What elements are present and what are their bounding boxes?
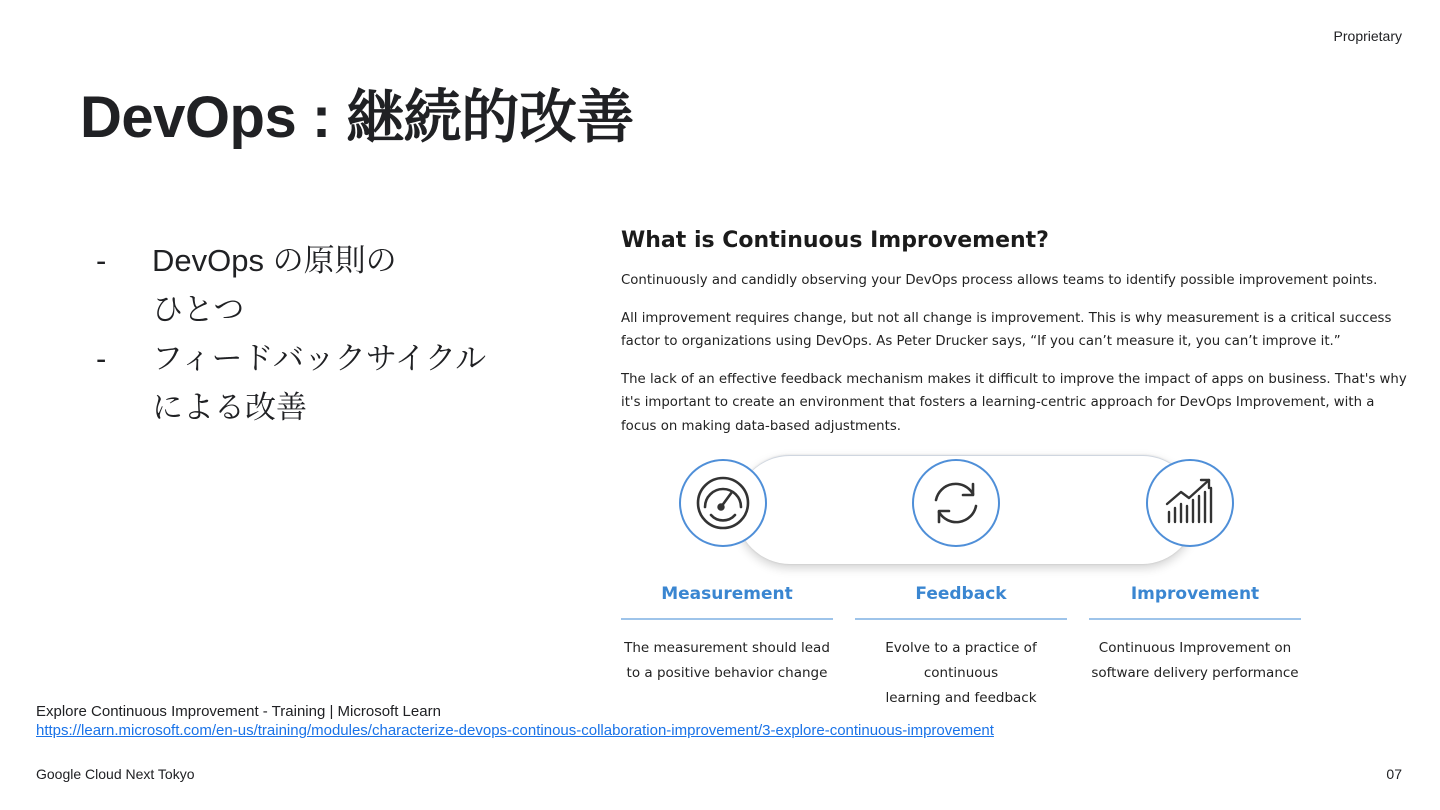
measurement-description [621, 636, 833, 686]
gauge-icon [679, 459, 767, 547]
article-heading: What is Continuous Improvement? [621, 228, 1049, 253]
article-paragraph: Continuously and candidly observing your DevOps process allows teams to identify possible improvement points. [621, 273, 1378, 288]
improvement-description [1089, 636, 1301, 686]
improvement-cycle-diagram [621, 452, 1321, 706]
bullet-text-line: ひとつ [152, 292, 245, 327]
measurement-title: Measurement [661, 584, 793, 604]
source-link[interactable]: https://learn.microsoft.com/en-us/training/modules/characterize-devops-continous-collaboration-improvement/3-explore-continuous-improvement [36, 722, 994, 739]
bullet-dash: - [96, 243, 107, 278]
article-screenshot [621, 228, 1411, 452]
article-paragraph: All improvement requires change, but not all change is improvement. This is why measurement is a critical success factor to organizations using DevOps. As Peter Drucker says, “If you can’t measure it, you can’t improve it.” [621, 310, 1392, 349]
bullet-item [96, 236, 536, 334]
bullet-item [96, 334, 536, 432]
feedback-description [855, 636, 1067, 711]
bullet-text-line: による改善 [152, 390, 307, 425]
column-divider [855, 618, 1067, 620]
column-divider [1089, 618, 1301, 620]
column-divider [621, 618, 833, 620]
page-number: 07 [1386, 766, 1402, 782]
improvement-title: Improvement [1130, 584, 1260, 604]
description-line: to a positive behavior change [626, 665, 828, 681]
source-caption: Explore Continuous Improvement - Training | Microsoft Learn [36, 703, 441, 720]
description-line: software delivery performance [1091, 665, 1299, 681]
bullet-text-line: フィードバックサイクル [152, 341, 487, 376]
footer-event-name: Google Cloud Next Tokyo [36, 766, 195, 782]
description-line: The measurement should lead [624, 640, 830, 656]
proprietary-label: Proprietary [1333, 28, 1402, 44]
article-paragraph: The lack of an effective feedback mechanism makes it difficult to improve the impact of apps on business. That's why it's important to create an environment that fosters a learning-centric approach for DevOps Improvement, with a focus on making data-based adjustments. [621, 371, 1407, 434]
description-line: Evolve to a practice of continuous [885, 640, 1037, 681]
bar-chart-trend-icon [1146, 459, 1234, 547]
bullet-text-line: DevOps の原則の [152, 243, 397, 278]
source-reference [36, 702, 994, 740]
refresh-cycle-icon [912, 459, 1000, 547]
slide-title: DevOps : 継続的改善 [80, 85, 634, 150]
bullet-dash: - [96, 341, 107, 376]
feedback-title: Feedback [915, 584, 1007, 604]
bullet-list [96, 236, 536, 432]
description-line: learning and feedback [885, 690, 1037, 706]
description-line: Continuous Improvement on [1098, 640, 1292, 656]
